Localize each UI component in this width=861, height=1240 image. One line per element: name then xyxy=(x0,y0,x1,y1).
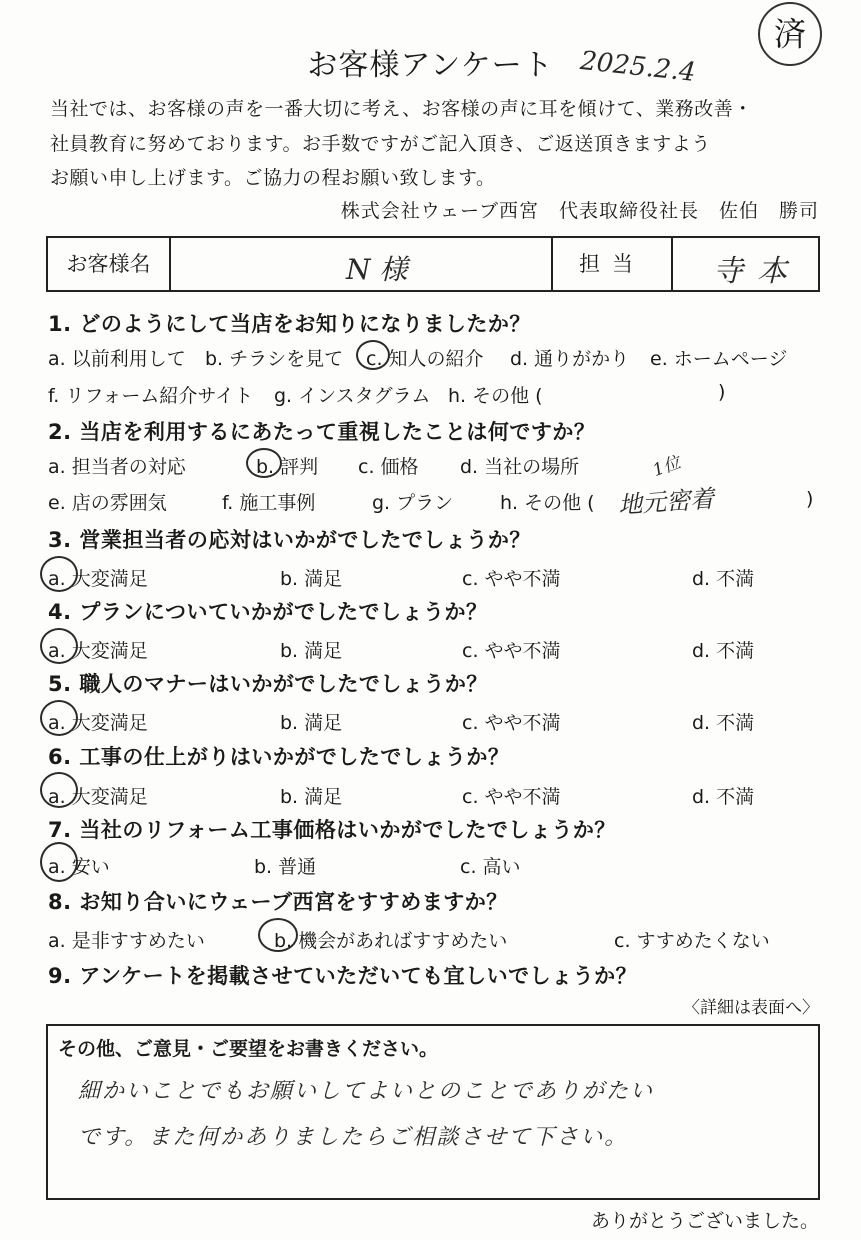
q5-option-d[interactable]: d. 不満 xyxy=(692,712,755,734)
q6-option-a[interactable]: a. 大変満足 xyxy=(48,786,148,808)
q7-option-b[interactable]: b. 普通 xyxy=(254,856,317,878)
q4-option-c[interactable]: c. やや不満 xyxy=(462,640,561,662)
q6-option-b[interactable]: b. 満足 xyxy=(280,786,343,808)
answer-circle xyxy=(258,918,298,952)
intro-line-1: 当社では、お客様の声を一番大切に考え、お客様の声に耳を傾けて、業務改善・ xyxy=(50,98,753,120)
q4-option-b[interactable]: b. 満足 xyxy=(280,640,343,662)
q6-option-d[interactable]: d. 不満 xyxy=(692,786,755,808)
customer-name-value: N 様 xyxy=(346,253,408,286)
question-1: 1. どのようにして当店をお知りになりましたか？ xyxy=(48,312,531,336)
customer-name-label: お客様名 xyxy=(48,238,171,290)
answer-circle xyxy=(40,556,78,592)
comment-label: その他、ご意見・ご要望をお書きください。 xyxy=(58,1038,439,1060)
q3-option-b[interactable]: b. 満足 xyxy=(280,568,343,590)
question-8: 8. お知り合いにウェーブ西宮をすすめますか？ xyxy=(48,890,508,914)
q2-option-c[interactable]: c. 価格 xyxy=(358,456,419,478)
comment-line-2: です。また何かありましたらご相談させて下さい。 xyxy=(78,1125,629,1150)
question-9: 9. アンケートを掲載させていただいても宜しいでしょうか？ xyxy=(48,964,638,988)
q8-option-a[interactable]: a. 是非すすめたい xyxy=(48,930,205,952)
customer-info-table xyxy=(46,236,820,292)
question-7: 7. 当社のリフォーム工事価格はいかがでしたでしょうか？ xyxy=(48,818,616,842)
intro-line-2: 社員教育に努めております。お手数ですがご記入頂き、ご返送頂きますよう xyxy=(50,133,711,155)
answer-circle xyxy=(40,772,78,808)
company-signature: 株式会社ウェーブ西宮 代表取締役社長 佐伯 勝司 xyxy=(340,200,819,222)
answer-circle xyxy=(40,628,78,664)
q2-option-h[interactable]: h. その他 ( xyxy=(500,492,595,514)
q1-option-a[interactable]: a. 以前利用して xyxy=(48,348,186,370)
received-stamp xyxy=(758,2,822,66)
q3-option-a[interactable]: a. 大変満足 xyxy=(48,568,148,590)
q1-option-f[interactable]: f. リフォーム紹介サイト xyxy=(48,385,254,407)
q2-option-a[interactable]: a. 担当者の対応 xyxy=(48,456,186,478)
q7-option-a[interactable]: a. 安い xyxy=(48,856,110,878)
stamp-char: 済 xyxy=(773,15,806,53)
q4-option-a[interactable]: a. 大変満足 xyxy=(48,640,148,662)
q1-option-e[interactable]: e. ホームページ xyxy=(650,348,788,370)
q8-option-b[interactable]: b. 機会があればすすめたい xyxy=(274,930,508,952)
q7-option-c[interactable]: c. 高い xyxy=(460,856,521,878)
question-6: 6. 工事の仕上がりはいかがでしたでしょうか？ xyxy=(48,745,510,769)
intro-line-3: お願い申し上げます。ご協力の程お願い致します。 xyxy=(50,167,496,189)
handwritten-date: 2025.2.4 xyxy=(578,46,698,88)
q1-option-g[interactable]: g. インスタグラム xyxy=(274,385,431,407)
question-5: 5. 職人のマナーはいかがでしたでしょうか？ xyxy=(48,672,488,696)
q2-option-e[interactable]: e. 店の雰囲気 xyxy=(48,492,167,514)
q2-option-f[interactable]: f. 施工事例 xyxy=(222,492,316,514)
answer-circle xyxy=(356,340,390,370)
customer-name-field[interactable] xyxy=(171,238,553,290)
question-2: 2. 当店を利用するにあたって重視したことは何ですか？ xyxy=(48,420,596,444)
answer-circle xyxy=(246,448,282,478)
q1-option-h-close: ) xyxy=(718,381,726,403)
page-title: お客様アンケート xyxy=(307,48,554,83)
q3-option-c[interactable]: c. やや不満 xyxy=(462,568,561,590)
answer-circle xyxy=(40,700,78,736)
q2-option-b[interactable]: b. 評判 xyxy=(256,456,319,478)
staff-value: 寺本 xyxy=(713,254,801,289)
q5-option-c[interactable]: c. やや不満 xyxy=(462,712,561,734)
q1-option-h[interactable]: h. その他 ( xyxy=(448,385,543,407)
q6-option-c[interactable]: c. やや不満 xyxy=(462,786,561,808)
thanks-text: ありがとうございました。 xyxy=(590,1210,819,1232)
q1-option-d[interactable]: d. 通りがかり xyxy=(510,348,630,370)
q8-option-c[interactable]: c. すすめたくない xyxy=(614,930,770,952)
q9-note: 〈詳細は表面へ〉 xyxy=(683,998,819,1018)
q2-rank-note: 1位 xyxy=(650,452,684,482)
comment-box[interactable] xyxy=(46,1024,820,1200)
q1-option-c[interactable]: c. 知人の紹介 xyxy=(366,348,484,370)
q3-option-d[interactable]: d. 不満 xyxy=(692,568,755,590)
staff-label: 担当 xyxy=(553,238,673,290)
q2-option-h-close: ) xyxy=(806,488,814,510)
staff-field[interactable] xyxy=(673,238,818,290)
q4-option-d[interactable]: d. 不満 xyxy=(692,640,755,662)
q5-option-a[interactable]: a. 大変満足 xyxy=(48,712,148,734)
question-4: 4. プランについていかがでしたでしょうか？ xyxy=(48,600,488,624)
q2-other-note: 地元密着 xyxy=(617,484,716,520)
answer-circle xyxy=(40,842,78,882)
question-3: 3. 営業担当者の応対はいかがでしたでしょうか？ xyxy=(48,528,531,552)
q2-option-d[interactable]: d. 当社の場所 xyxy=(460,456,580,478)
q2-option-g[interactable]: g. プラン xyxy=(372,492,454,514)
q1-option-b[interactable]: b. チラシを見て xyxy=(205,348,344,370)
q5-option-b[interactable]: b. 満足 xyxy=(280,712,343,734)
comment-line-1: 細かいことでもお願いしてよいとのことでありがたい xyxy=(78,1079,655,1104)
